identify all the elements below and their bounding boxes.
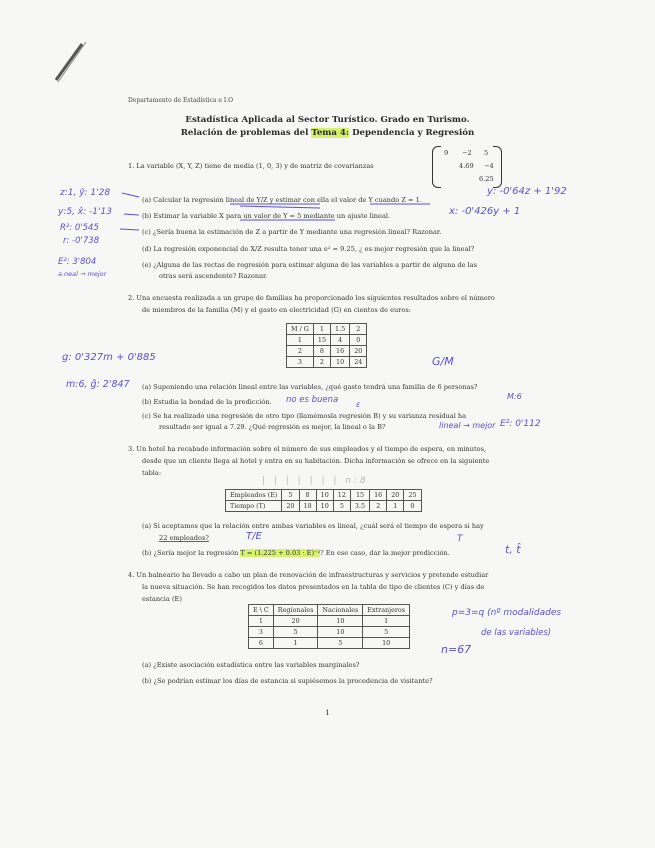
p2-intro-line1: 2. Una encuesta realizada a un grupo de familias ha proporcionado los siguientes resultados sobre el número [128,294,495,302]
table-row: Tiempo (T) 20 18 10 5 3.5 2 1 0 [226,501,422,512]
p2-intro-line2: de miembros de la familia (M) y el gasto en electricidad (G) en cientos de euros: [142,306,411,314]
table-row: 6 1 5 10 [249,638,410,649]
p1-intro: 1. La variable (X, Y, Z) tiene de media (1, 0, 3) y de matriz de covarianzas [128,162,374,170]
p1-item-a: (a) Calcular la regresión lineal de Y/Z y estimar con ella el valor de Y cuando Z = 1. [142,196,422,204]
p3-item-a-line1: (a) Si aceptamos que la relación entre ambas variables es lineal, ¿cuál será el tiempo de espera si hay [142,522,484,530]
table-row: 3 2 10 24 [287,357,367,368]
handwritten-note: r: -0'738 [63,236,100,246]
handwritten-note: z:1, ŷ: 1'28 [60,188,111,198]
table-header-cell: 2 [350,324,367,335]
handwritten-note: T/E [246,531,262,542]
p2-item-a: (a) Suponiendo una relación lineal entre las variables, ¿qué gasto tendrá una familia de 6 personas? [142,383,478,391]
p1-item-e-line1: (e) ¿Alguna de las rectas de regresión para estimar alguna de las variables a partir de alguna de las [142,261,478,269]
covariance-matrix: 9 −2 5 4.69 −4 6.25 [432,146,502,186]
doc-title-line1: Estadística Aplicada al Sector Turístico. Grado en Turismo. [185,115,470,125]
table-header-cell: M / G [287,324,314,335]
handwritten-note: t, t̂ [505,543,521,556]
handwritten-note: n=67 [441,643,472,656]
p1-item-e-line2: otras será ascendente? Razonar. [159,272,268,280]
p2-item-b: (b) Estudia la bondad de la predicción. [142,398,272,406]
p2-item-c-line1: (c) Se ha realizado una regresión de otro tipo (llamémosla regresión B) y su varianza residual ha [142,412,467,420]
table-header-cell: Regionales [273,605,318,616]
p4-item-b: (b) ¿Se podrían estimar los días de estancia si supiésemos la procedencia de visitante? [142,677,433,685]
doc-title-line2: Relación de problemas del Tema 4: Dependencia y Regresión [180,128,475,138]
p1-item-b: (b) Estimar la variable X para un valor de Y = 5 mediante un ajuste lineal. [142,212,391,220]
p4-intro-line1: 4. Un balneario ha llevado a cabo un plan de renovación de infraestructuras y servicios y pretende estudiar [128,571,489,579]
handwritten-note: M:6 [507,392,522,401]
handwritten-note: lineal → mejor [439,421,496,430]
p3-item-a-line2: 22 empleados? [159,534,209,542]
handwritten-note: m:6, ĝ: 2'847 [66,379,130,390]
handwritten-note: g: 0'327m + 0'885 [62,352,156,363]
table-row: 2 8 16 20 [287,346,367,357]
table-row: Empleados (E) 5 8 10 12 15 16 20 25 [226,490,422,501]
table-header-cell: Nacionales [318,605,363,616]
table-header-cell: E \ C [249,605,274,616]
handwritten-note: R²: 0'545 [60,223,99,233]
handwritten-note: E²: 3'804 [58,257,97,267]
handwritten-note: de las variables) [481,628,552,638]
handwritten-note: G/M [432,355,454,368]
handwritten-note: x: -0'426y + 1 [449,206,521,217]
p4-intro-line3: estancia (E) [142,595,182,603]
tema-highlight: Tema 4: [311,128,350,138]
table-row: 1 15 4 0 [287,335,367,346]
handwritten-note: a.neal → mejor [58,270,107,278]
handwritten-note: ε [356,400,361,409]
handwritten-note: E²: 0'112 [500,419,541,429]
p3-item-b: (b) ¿Sería mejor la regresión T = (1.225 + 0.03 · E)⁻²? En ese caso, dar la mejor predicción. [142,549,450,557]
page-number: 1 [325,709,330,717]
handwritten-note: T [457,534,463,544]
formula-highlight: T = (1.225 + 0.03 · E)⁻² [240,549,321,557]
table-row: 1 20 10 1 [249,616,410,627]
handwritten-note: y: -0'64z + 1'92 [487,186,567,197]
department-header: Departamento de Estadística e I.O [128,97,234,104]
table-header-cell: 1.5 [331,324,350,335]
handwritten-note: | | | | | | | n:8 [262,476,369,486]
handwritten-note: p=3=q (nº modalidades [452,608,562,618]
table-header-cell: Extranjeros [363,605,410,616]
p1-item-d: (d) La regresión exponencial de X/Z resulta tener una e² = 9.25, ¿ es mejor regresión que la lineal? [142,245,475,253]
p4-item-a: (a) ¿Existe asociación estadística entre las variables marginales? [142,661,360,669]
p1-item-c: (c) ¿Sería buena la estimación de Z a partir de Y mediante una regresión lineal? Razonar. [142,228,442,236]
p2-item-c-line2: resultado ser igual a 7.29. ¿Qué regresión es mejor, la lineal o la B? [159,423,386,431]
table-header-cell: 1 [313,324,330,335]
p3-intro-line2: desde que un cliente llega al hotel y entra en su habitación. Dicha información se ofrece en la siguiente [142,457,490,465]
p3-intro-line3: tabla: [142,469,162,477]
table-row: 3 5 10 5 [249,627,410,638]
handwritten-note: no es buena [286,395,339,405]
p4-intro-line2: la nueva situación. Se han recogidos los datos presentados en la tabla de tipo de clientes (C) y días de [142,583,485,591]
handwritten-note: y:5, x̂: -1'13 [58,207,112,217]
p3-intro-line1: 3. Un hotel ha recabado información sobre el número de sus empleados y el tiempo de espera, en minutos, [128,445,487,453]
